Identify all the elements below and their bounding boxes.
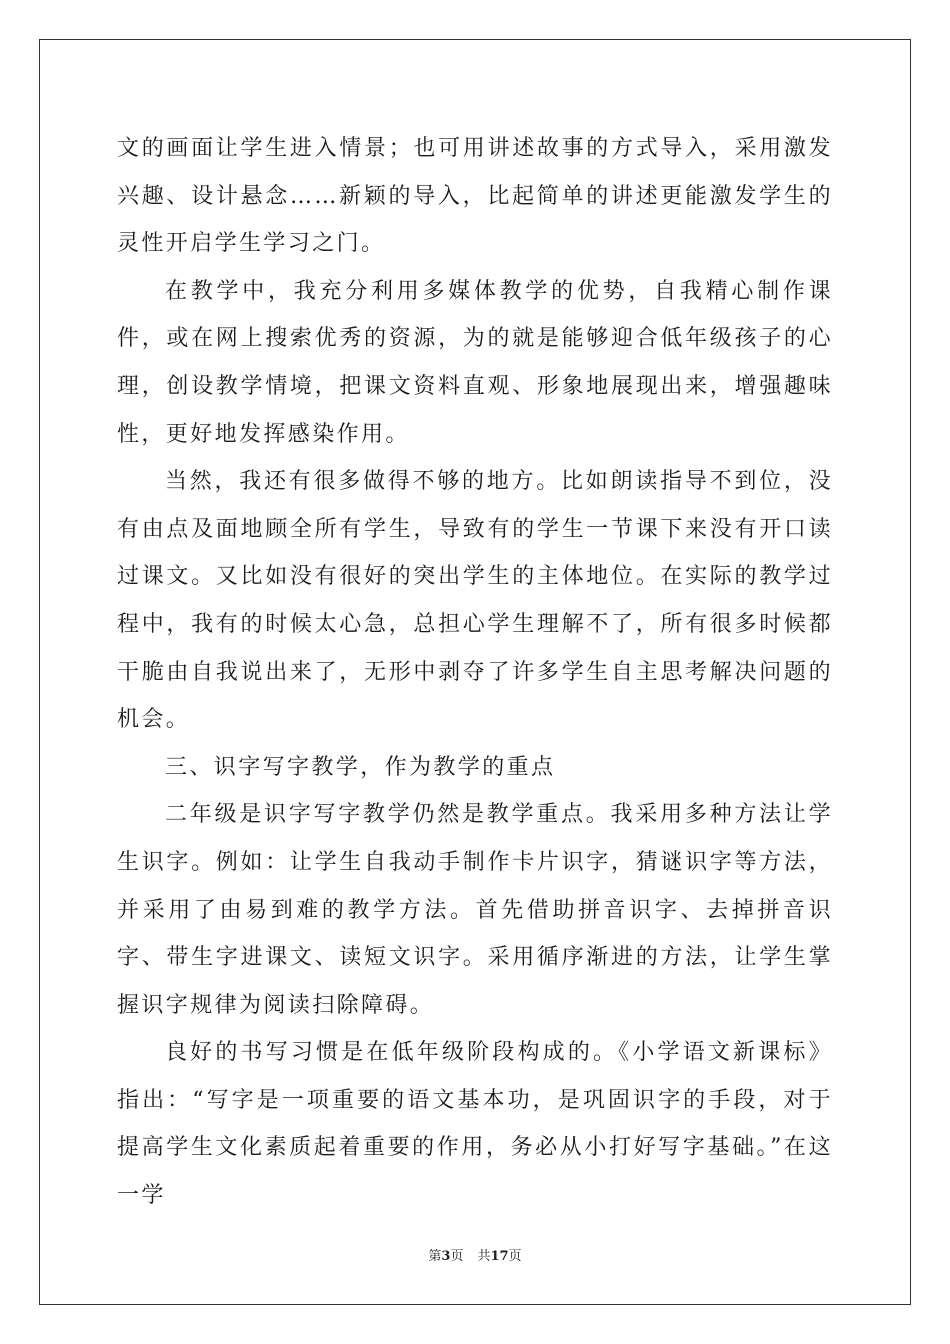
total-suffix: 页 [508, 1249, 522, 1264]
total-pages: 17 [490, 1249, 509, 1264]
page-prefix: 第 [428, 1249, 442, 1264]
page-footer [0, 1245, 950, 1264]
page-suffix: 页 [450, 1249, 464, 1264]
document-body [117, 125, 833, 1220]
total-prefix: 共 [477, 1249, 491, 1264]
section-heading: 三、识字写字教学，作为教学的重点 [165, 754, 556, 780]
paragraph-4: 二年级是识字写字教学仍然是教学重点。我采用多种方法让学生识字。例如：让学生自我动手制作卡片识字，猜谜识字等方法，并采用了由易到难的教学方法。首先借助拼音识字、去掉拼音识字、带生字进课文、读短文识字。采用循序渐进的方法，让学生掌握识字规律为阅读扫除障碍。 [117, 802, 833, 1018]
paragraph-5: 良好的书写习惯是在低年级阶段构成的。《小学语文新课标》指出：“写字是一项重要的语文基本功，是巩固识字的手段，对于提高学生文化素质起着重要的作用，务必从小打好写字基础。”在这一学 [117, 1040, 833, 1209]
page-number: 3 [441, 1249, 451, 1264]
paragraph-3: 当然，我还有很多做得不够的地方。比如朗读指导不到位，没有由点及面地顾全所有学生，导致有的学生一节课下来没有开口读过课文。又比如没有很好的突出学生的主体地位。在实际的教学过程中，我有的时候太心急，总担心学生理解不了，所有很多时候都干脆由自我说出来了，无形中剥夺了许多学生自主思考解决问题的机会。 [117, 469, 833, 733]
paragraph-2: 在教学中，我充分利用多媒体教学的优势，自我精心制作课件，或在网上搜索优秀的资源，为的就是能够迎合低年级孩子的心理，创设教学情境，把课文资料直观、形象地展现出来，增强趣味性，更好地发挥感染作用。 [117, 278, 833, 447]
paragraph-1: 文的画面让学生进入情景；也可用讲述故事的方式导入，采用激发兴趣、设计悬念……新颖的导入，比起简单的讲述更能激发学生的灵性开启学生学习之门。 [117, 136, 833, 257]
